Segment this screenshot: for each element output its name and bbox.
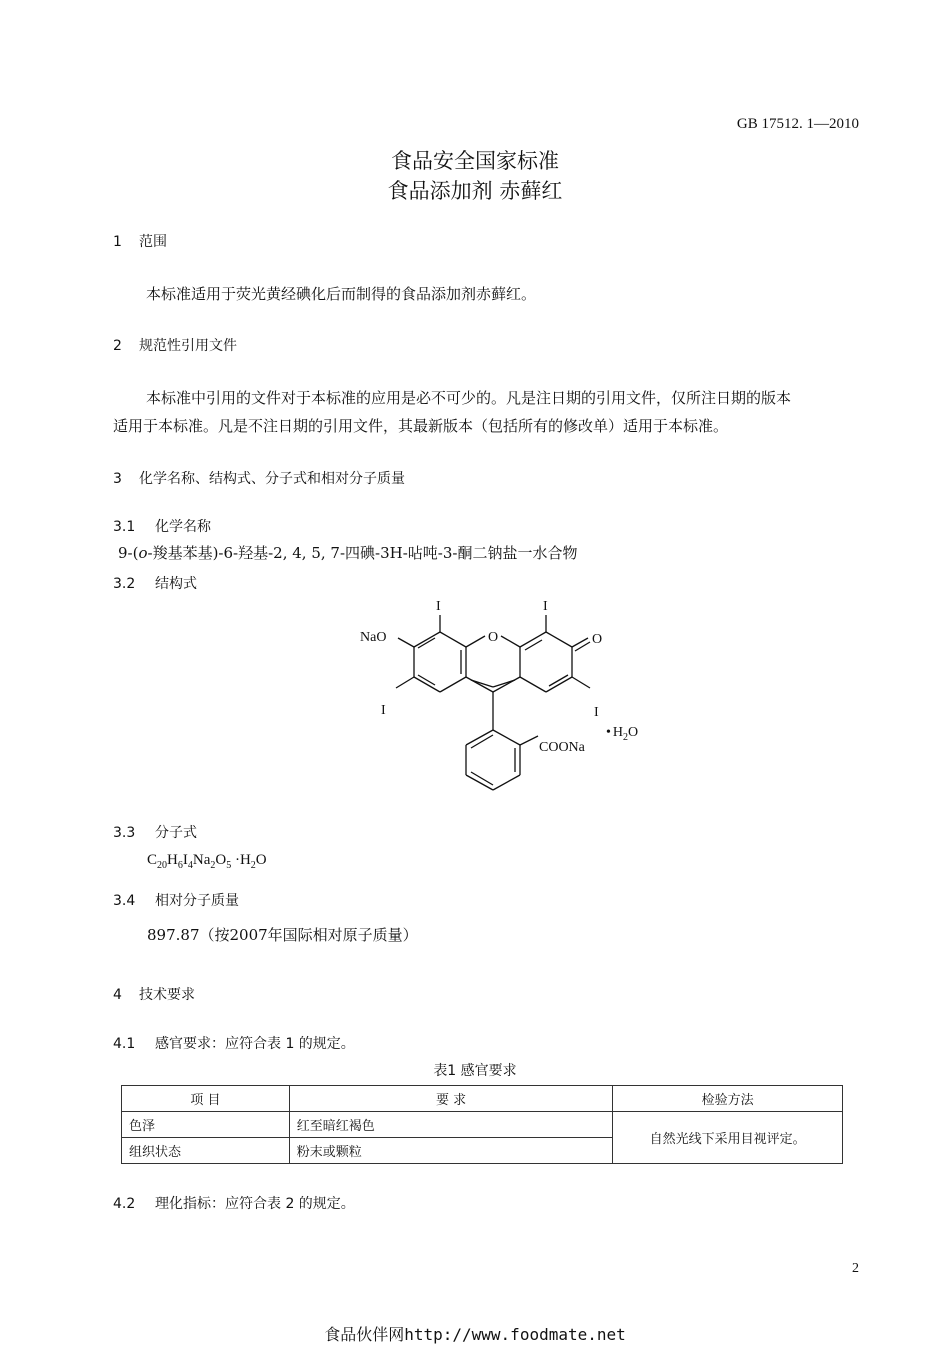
section-number: 3.2 <box>113 576 136 592</box>
structural-formula <box>340 595 670 810</box>
section-title: 化学名称、结构式、分子式和相对分子质量 <box>139 471 405 487</box>
table-row <box>122 1112 843 1138</box>
table-cell-item: 色泽 <box>122 1112 290 1138</box>
table-cell-item: 组织状态 <box>122 1138 290 1164</box>
section-title: 技术要求 <box>139 987 195 1003</box>
formula-na: Na <box>192 852 211 868</box>
table-cell-method: 自然光线下采用目视评定。 <box>613 1112 843 1164</box>
chemical-name-italic: o <box>138 544 148 562</box>
formula-o-count: 5 <box>226 860 232 871</box>
section-4-1-heading <box>113 1033 355 1053</box>
formula-i: I <box>182 852 188 868</box>
section-title: 相对分子质量 <box>155 893 239 909</box>
formula-c: C <box>147 852 158 868</box>
section-3-4-heading <box>113 890 239 910</box>
formula-i-count: 4 <box>187 860 193 871</box>
ring-oxygen-label: O <box>488 630 499 645</box>
section-3-3-heading <box>113 822 197 842</box>
iodine-left-label: I <box>381 703 386 718</box>
page-number: 2 <box>852 1261 859 1276</box>
hydrate-h: H <box>612 725 624 740</box>
section-title: 理化指标：应符合表 2 的规定。 <box>155 1196 355 1212</box>
section-title: 分子式 <box>155 825 197 841</box>
table-header-row <box>122 1086 843 1112</box>
standard-number: GB 17512. 1—2010 <box>736 116 859 132</box>
section-number: 4.1 <box>113 1036 136 1052</box>
section-title: 化学名称 <box>155 519 211 535</box>
table-1-caption: 表1 感官要求 <box>433 1063 517 1079</box>
table-header-item: 项 目 <box>122 1086 290 1112</box>
section-4-2-heading <box>113 1193 355 1213</box>
section-number: 3.1 <box>113 519 136 535</box>
table-cell-requirement: 粉末或颗粒 <box>289 1138 613 1164</box>
section-number: 3 <box>113 471 122 487</box>
chemical-name-suffix: -羧基苯基)-6-羟基-2, 4, 5, 7-四碘-3H-呫吨-3-酮二钠盐一水合物 <box>147 544 578 562</box>
table-header-method: 检验方法 <box>613 1086 843 1112</box>
sodium-oxide-label: NaO <box>360 630 387 645</box>
section-number: 4.2 <box>113 1196 136 1212</box>
section-title: 范围 <box>139 234 167 250</box>
section-number: 2 <box>113 338 122 354</box>
iodine-top-left-label: I <box>436 599 441 614</box>
chemical-name <box>118 539 577 567</box>
table-1 <box>121 1085 843 1164</box>
page-title-line2: 食品添加剂 赤藓红 <box>387 179 563 203</box>
section-3-1-heading <box>113 516 211 536</box>
section-3-heading <box>113 468 405 488</box>
formula-h-count: 6 <box>177 860 183 871</box>
table-cell-requirement: 红至暗红褐色 <box>289 1112 613 1138</box>
formula-hydrate-count: 2 <box>250 860 256 871</box>
iodine-right-label: I <box>594 705 599 720</box>
page-title-line1: 食品安全国家标准 <box>391 149 559 173</box>
formula-hydrate: ·H <box>234 852 251 868</box>
hydrate-dot: • <box>606 725 611 740</box>
section-title: 结构式 <box>155 576 197 592</box>
hydrate-subscript: 2 <box>623 732 629 743</box>
section-number: 3.4 <box>113 893 136 909</box>
formula-h: H <box>167 852 178 868</box>
formula-na-count: 2 <box>210 860 216 871</box>
molecular-mass-value: 897.87（按2007年国际相对原子质量） <box>147 926 418 944</box>
keto-oxygen-label: O <box>592 632 603 647</box>
formula-c-count: 20 <box>157 860 168 871</box>
formula-hydrate-o: O <box>255 852 267 868</box>
iodine-top-right-label: I <box>543 599 548 614</box>
molecular-formula <box>147 852 267 871</box>
section-4-heading <box>113 984 195 1004</box>
table-header-requirement: 要 求 <box>289 1086 613 1112</box>
hydrate-label <box>606 725 638 743</box>
section-1-heading <box>113 231 167 251</box>
carboxylate-label: COONa <box>539 740 585 755</box>
section-number: 1 <box>113 234 122 250</box>
section-2-text-line1: 本标准中引用的文件对于本标准的应用是必不可少的。凡是注日期的引用文件，仅所注日期的版本 <box>146 389 792 407</box>
section-title: 感官要求：应符合表 1 的规定。 <box>155 1036 355 1052</box>
footer-source-link[interactable]: 食品伙伴网http://www.foodmate.net <box>324 1325 626 1344</box>
hydrate-o: O <box>628 725 639 740</box>
section-2-text-line2: 适用于本标准。凡是不注日期的引用文件，其最新版本（包括所有的修改单）适用于本标准。 <box>113 417 729 435</box>
section-1-text: 本标准适用于荧光黄经碘化后而制得的食品添加剂赤藓红。 <box>146 285 537 303</box>
section-number: 4 <box>113 987 122 1003</box>
section-2-heading <box>113 335 237 355</box>
section-title: 规范性引用文件 <box>139 338 237 354</box>
section-number: 3.3 <box>113 825 136 841</box>
formula-o: O <box>215 852 227 868</box>
section-3-2-heading <box>113 573 197 593</box>
chemical-name-prefix: 9-( <box>118 544 139 562</box>
